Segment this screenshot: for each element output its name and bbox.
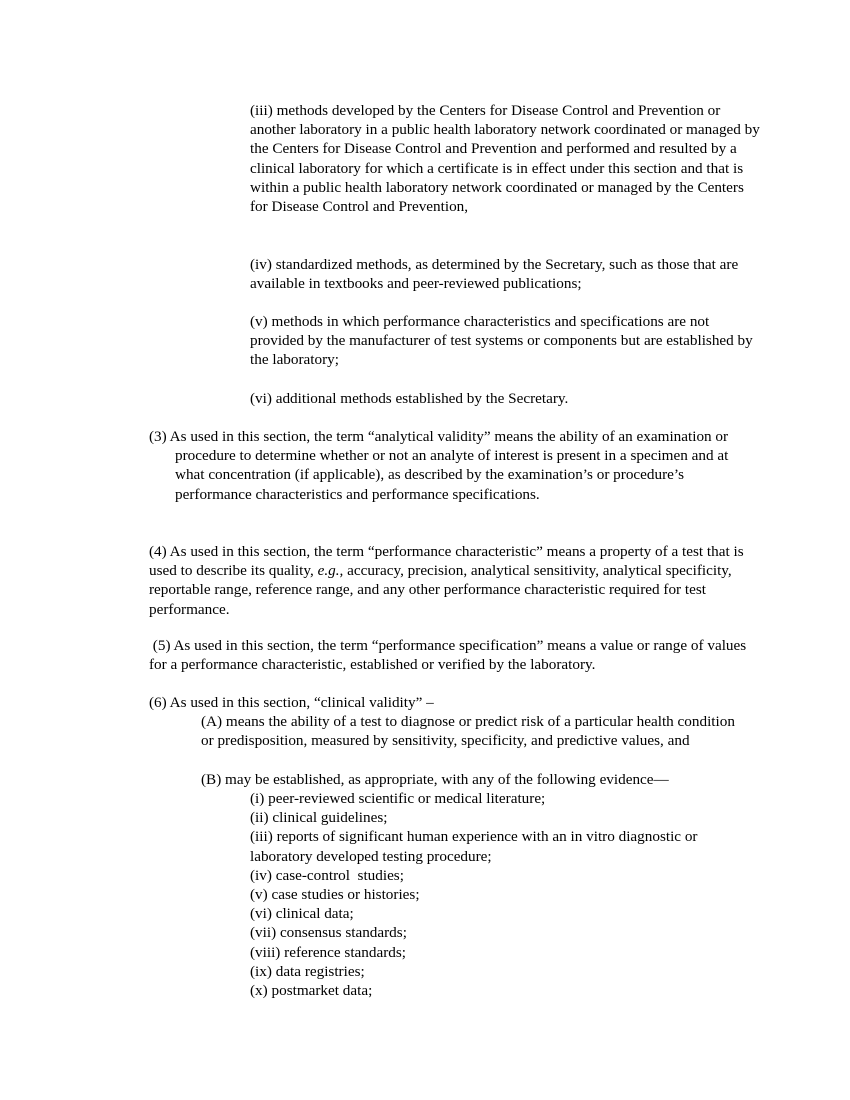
evidence-item: (x) postmarket data; (250, 982, 373, 1000)
methods-item-iv: (iv) standardized methods, as determined by the Secretary, such as those that are available in textbooks and peer-reviewed publications; (250, 256, 739, 293)
evidence-item: (iv) case-control studies; (250, 866, 404, 884)
evidence-item: (vii) consensus standards; (250, 924, 407, 942)
paragraph-6-item-a: (A) means the ability of a test to diagnose or predict risk of a particular health condition or predisposition, measured by sensitivity, specificity, and predictive values, and (201, 713, 735, 750)
paragraph-4-text-b: accuracy, precision, analytical sensitivity, analytical specificity, reportable range, reference range, and any other performance characteristic required for test performance. (149, 562, 732, 618)
paragraph-4-text-a: (4) As used in this section, the term “performance characteristic” means a property of a test that is used to describe its quality, (149, 543, 744, 580)
paragraph-6-clinical-validity: (6) As used in this section, “clinical validity” – (149, 694, 434, 711)
evidence-item: (i) peer-reviewed scientific or medical literature; (250, 790, 546, 807)
evidence-item: (ii) clinical guidelines; (250, 809, 388, 827)
evidence-item: (ix) data registries; (250, 962, 365, 980)
methods-item-iii: (iii) methods developed by the Centers for Disease Control and Prevention or another laboratory in a public health laboratory network coordinated or managed by the Centers for Disease Control and Prevention and performed and resulted by a clinical laboratory for which a certificate is in effect under this section and that is within a public health laboratory network coordinated or managed by the Centers for Disease Control and Prevention, (250, 102, 760, 216)
evidence-item: (iii) reports of significant human experience with an in vitro diagnostic or laboratory developed testing procedure; (250, 828, 698, 865)
methods-item-vi: (vi) additional methods established by the Secretary. (250, 390, 569, 407)
evidence-list (250, 789, 750, 1000)
paragraph-4-performance-characteristic (149, 542, 749, 619)
evidence-item: (viii) reference standards; (250, 943, 407, 961)
evidence-item: (v) case studies or histories; (250, 886, 420, 904)
evidence-item: (vi) clinical data; (250, 905, 354, 923)
paragraph-4-eg: e.g., (317, 562, 344, 580)
paragraph-5-performance-specification: (5) As used in this section, the term “performance specification” means a value or range of values for a performance characteristic, established or verified by the laboratory. (149, 637, 750, 674)
paragraph-3-analytical-validity: (3) As used in this section, the term “analytical validity” means the ability of an examination or procedure to determine whether or not an analyte of interest is present in a specimen and at what concentration (if applicable), as described by the examination’s or procedure’s performance characteristics and performance specifications. (149, 428, 729, 503)
methods-item-v: (v) methods in which performance characteristics and specifications are not provided by the manufacturer of test systems or components but are established by the laboratory; (250, 313, 753, 369)
paragraph-6-item-b: (B) may be established, as appropriate, with any of the following evidence— (201, 771, 669, 788)
